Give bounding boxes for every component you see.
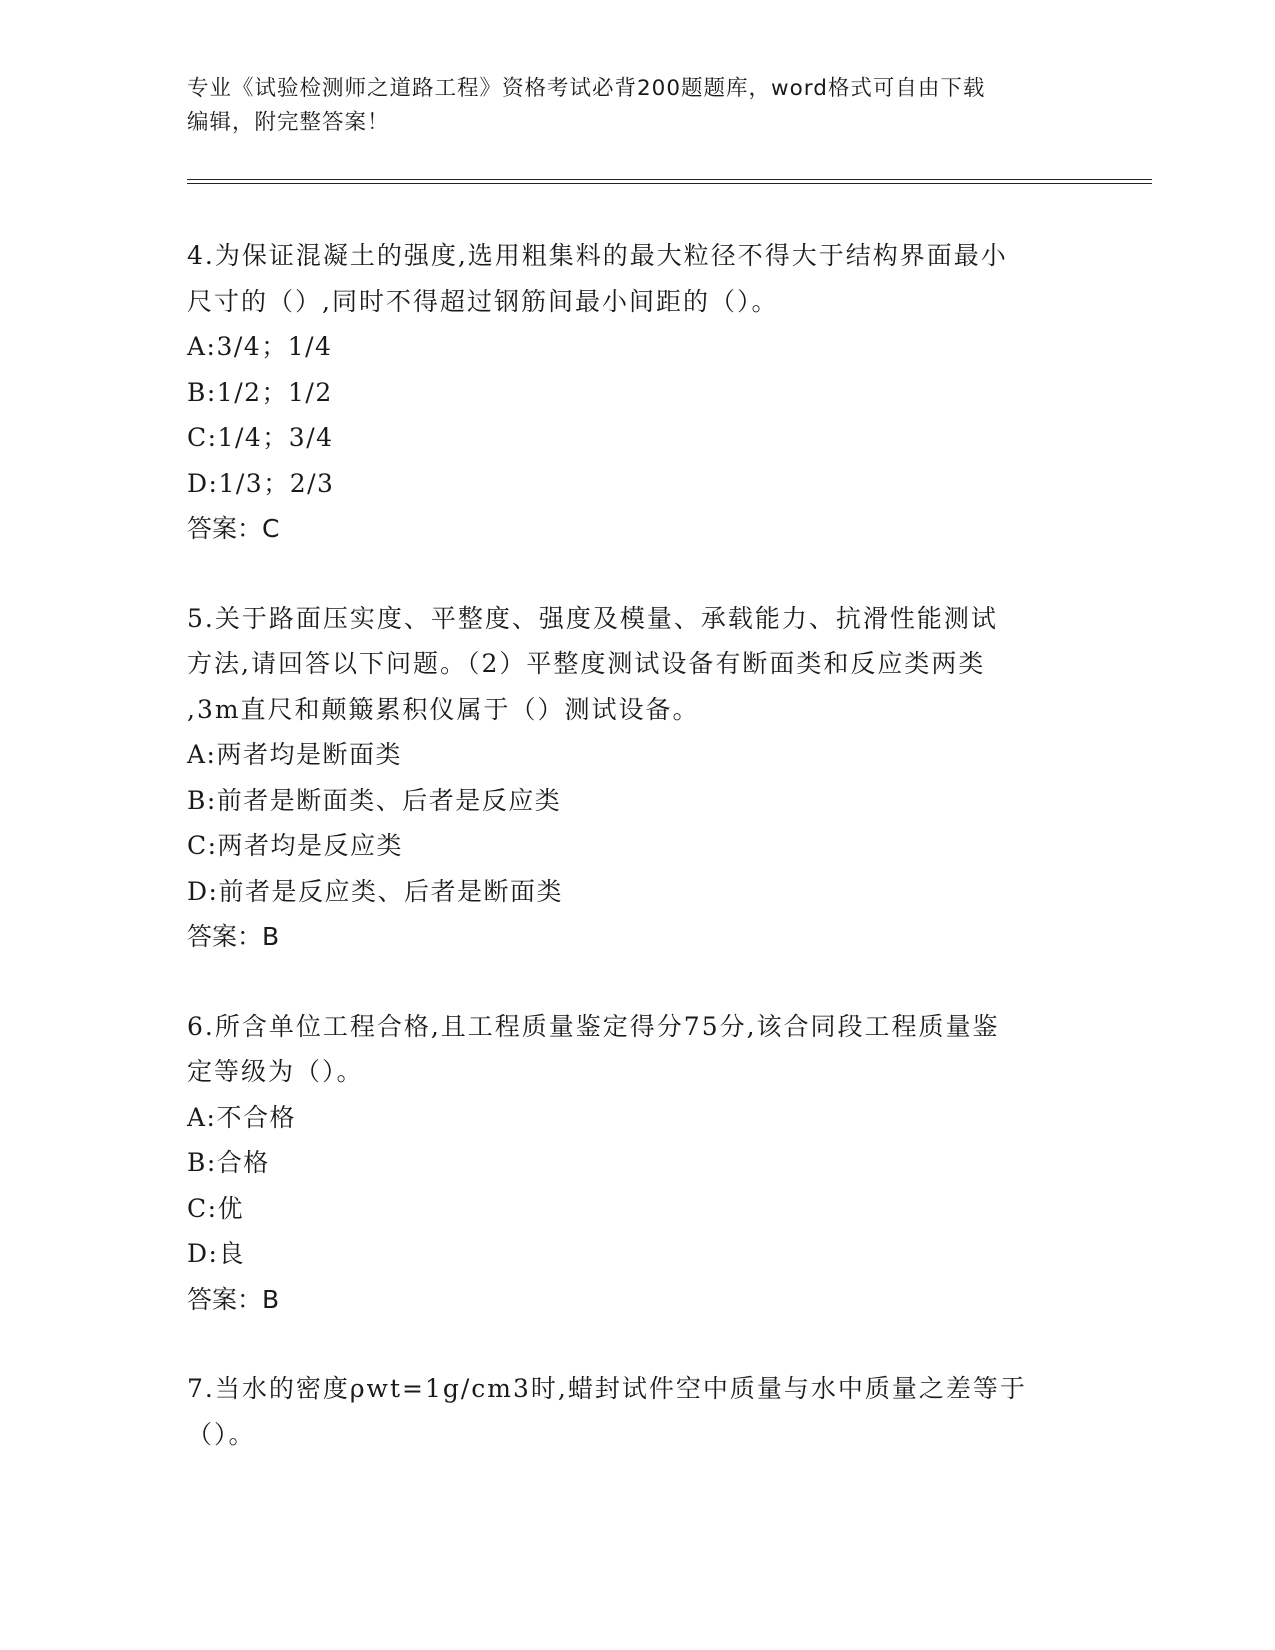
question-stem-line: 4.为保证混凝土的强度,选用粗集料的最大粒径不得大于结构界面最小 (187, 241, 1008, 270)
header-divider-bottom (187, 183, 1152, 184)
question-6 (187, 1004, 1087, 1323)
option-b: B:合格 (187, 1148, 270, 1177)
option-c: C:1/4；3/4 (187, 423, 334, 452)
option-d: D:良 (187, 1239, 245, 1268)
option-a: A:两者均是断面类 (187, 740, 402, 769)
option-a: A:3/4；1/4 (187, 332, 333, 361)
option-d: D:前者是反应类、后者是断面类 (187, 876, 563, 906)
option-b: B:1/2；1/2 (187, 377, 333, 407)
answer-label: 答案：C (187, 514, 280, 543)
header-line-2: 编辑，附完整答案！ (187, 110, 390, 135)
question-list (187, 233, 1087, 1501)
question-stem-line: 定等级为（）。 (187, 1057, 364, 1086)
option-a: A:不合格 (187, 1102, 296, 1132)
question-7 (187, 1366, 1087, 1457)
answer-label: 答案：B (187, 922, 280, 951)
question-4 (187, 233, 1087, 552)
question-stem-line: 尺寸的（）,同时不得超过钢筋间最小间距的（）。 (187, 286, 779, 316)
option-c: C:两者均是反应类 (187, 831, 404, 860)
header-divider-top (187, 179, 1152, 180)
option-c: C:优 (187, 1193, 245, 1223)
question-stem-line: ,3m直尺和颠簸累积仪属于（）测试设备。 (187, 694, 700, 724)
question-stem-line: 5.关于路面压实度、平整度、强度及模量、承载能力、抗滑性能测试 (187, 603, 998, 633)
header-line-1: 专业《试验检测师之道路工程》资格考试必背200题题库，word格式可自由下载 (187, 76, 986, 101)
answer-label: 答案：B (187, 1284, 280, 1314)
document-header (187, 72, 1087, 140)
question-stem-line: 6.所含单位工程合格,且工程质量鉴定得分75分,该合同段工程质量鉴 (187, 1011, 1000, 1041)
option-b: B:前者是断面类、后者是反应类 (187, 785, 562, 815)
question-stem-line: 7.当水的密度ρwt=1g/cm3时,蜡封试件空中质量与水中质量之差等于 (187, 1374, 1027, 1403)
option-d: D:1/3；2/3 (187, 468, 335, 498)
question-5 (187, 596, 1087, 960)
question-stem-line: 方法,请回答以下问题。（2）平整度测试设备有断面类和反应类两类 (187, 649, 986, 678)
question-stem-line: （）。 (187, 1419, 256, 1449)
